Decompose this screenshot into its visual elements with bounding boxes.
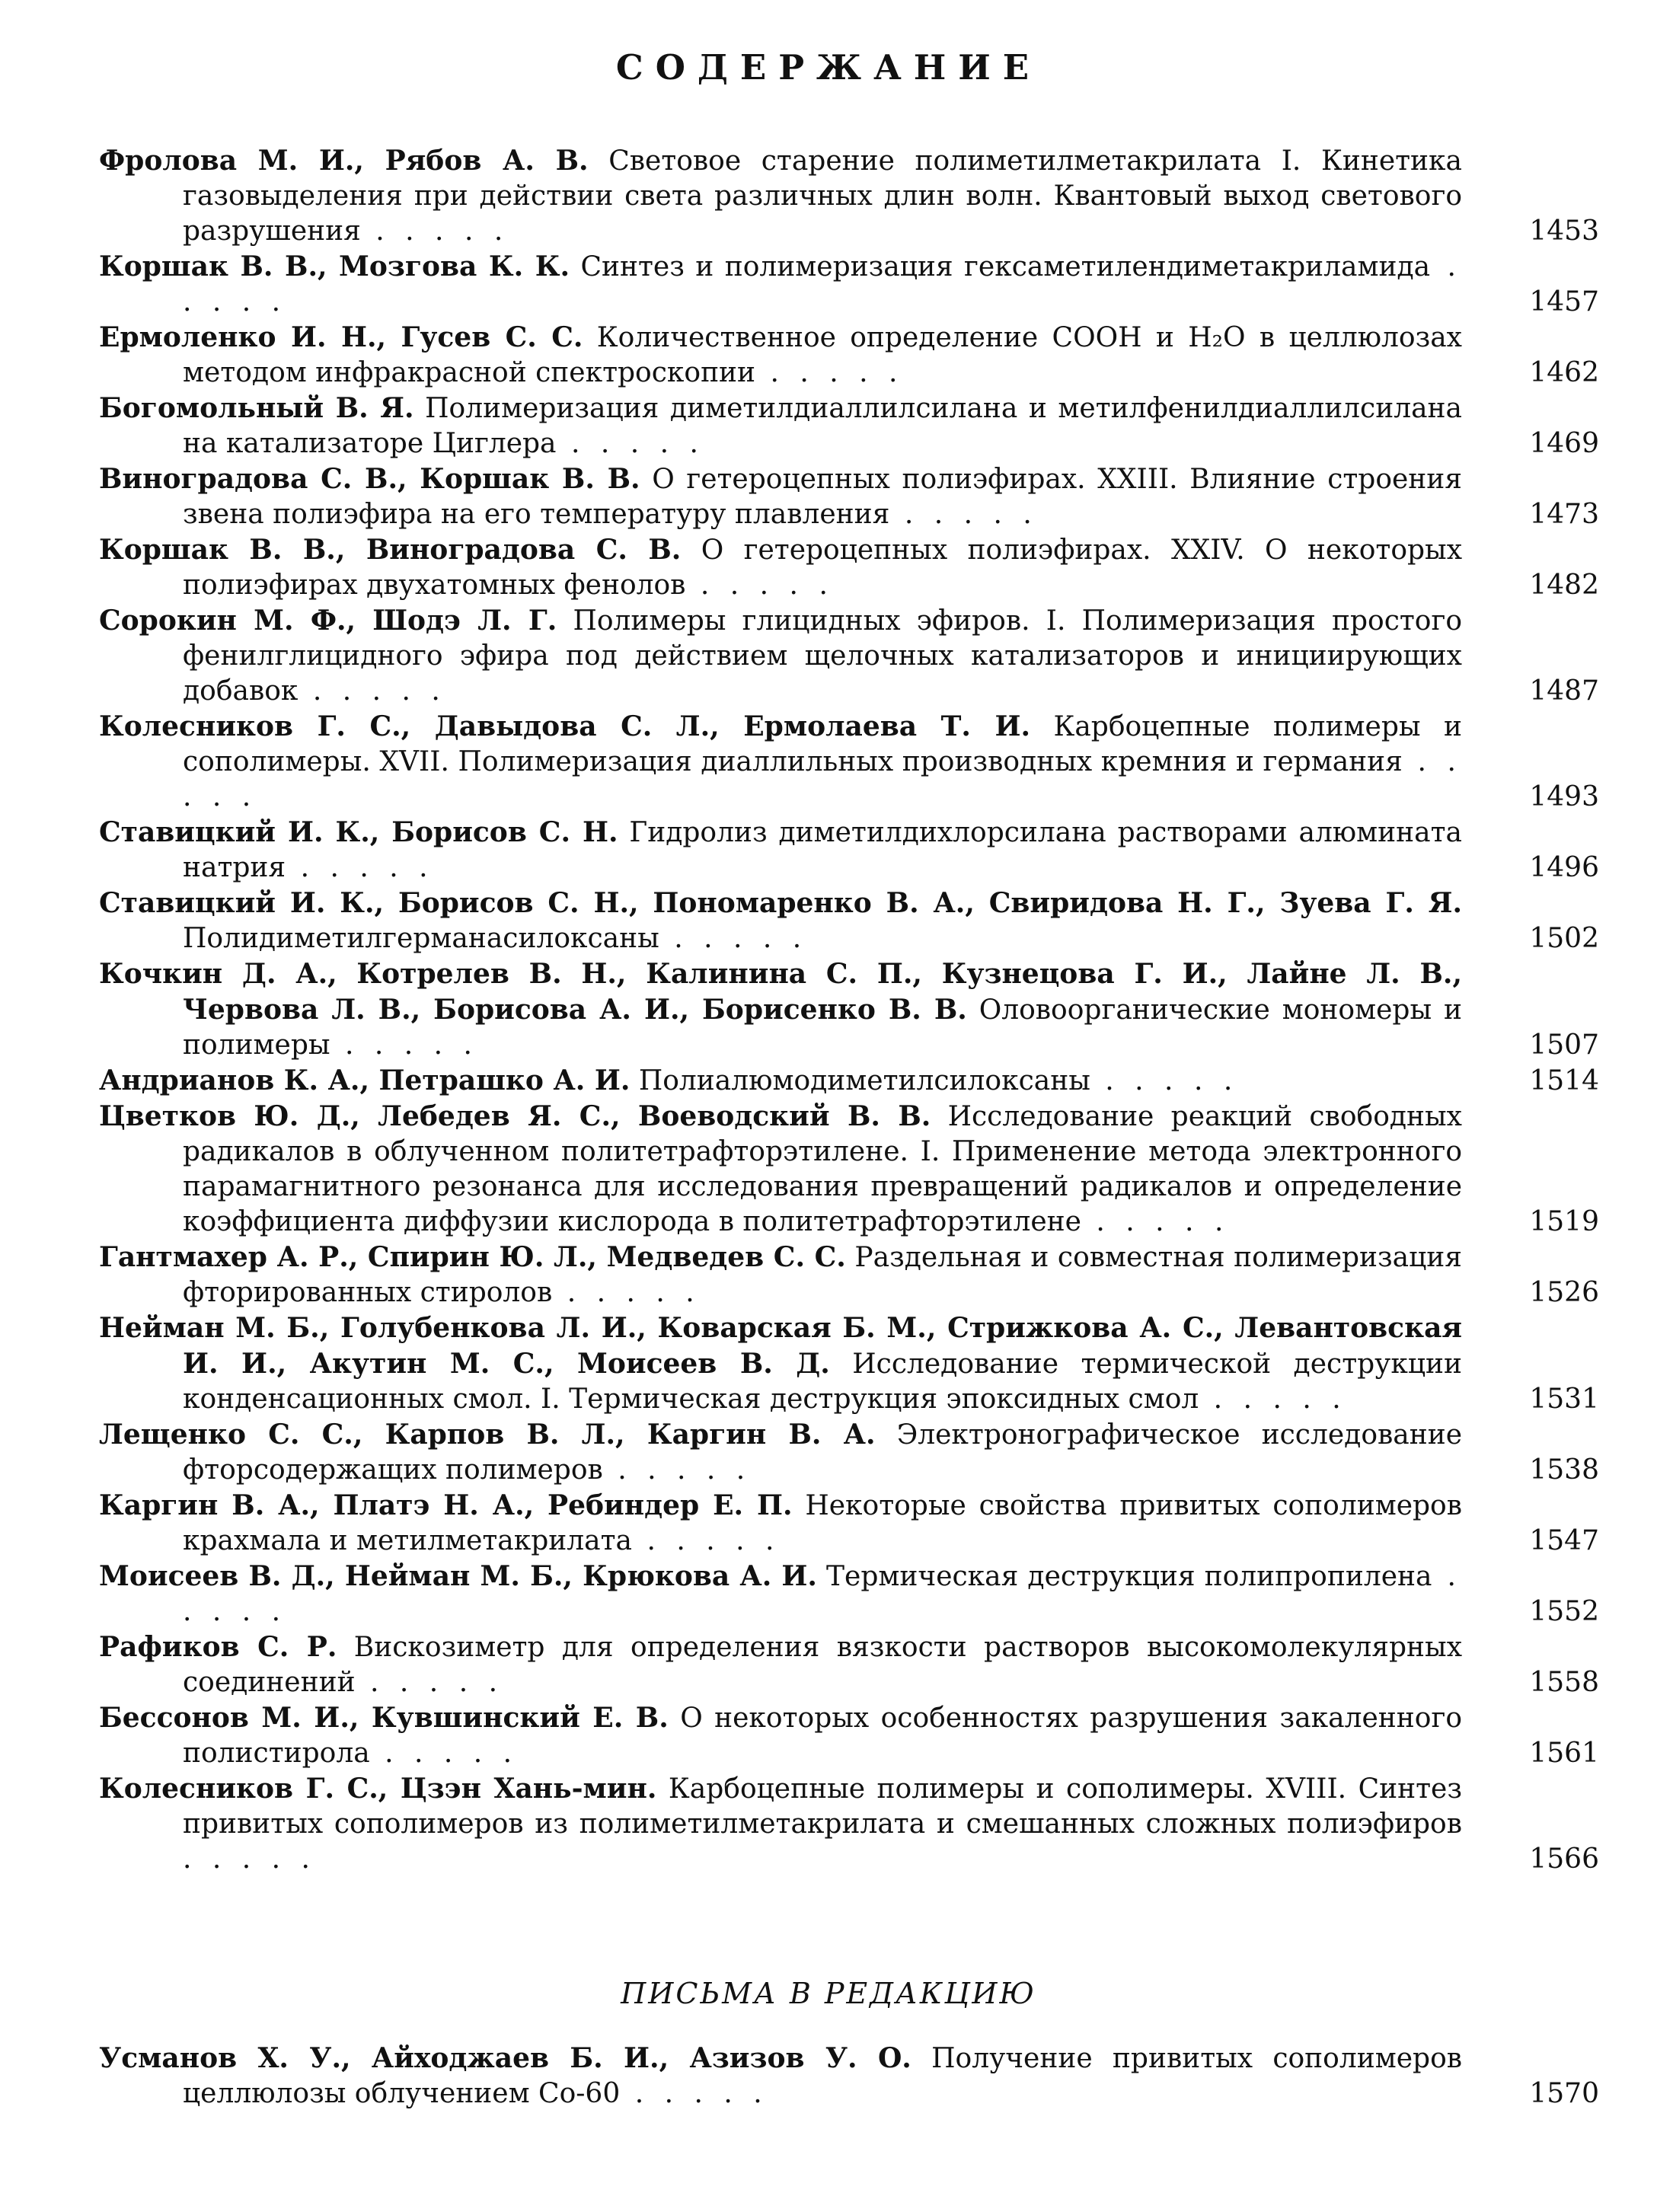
- dot-leader: . . . . .: [369, 1738, 519, 1769]
- entry-authors: Ермоленко И. Н., Гусев С. С.: [99, 321, 583, 353]
- entry-page-number: 1547: [1529, 1525, 1599, 1556]
- entry-page-number: 1487: [1529, 675, 1599, 707]
- contents-entry: [99, 1240, 1599, 1310]
- entry-title: Гидролиз диметилдихлорсилана растворами алюмината натрия: [183, 817, 1462, 883]
- dot-leader: . . . . .: [1199, 1384, 1347, 1415]
- entry-page-number: 1514: [1529, 1065, 1599, 1096]
- entry-authors: Колесников Г. С., Цзэн Хань-мин.: [99, 1773, 657, 1805]
- contents-entry: [99, 391, 1599, 461]
- dot-leader: . . . . .: [556, 428, 704, 459]
- entry-title: Исследование термической деструкции конденсационных смол. I. Термическая деструкция эпоксидных смол: [183, 1349, 1462, 1415]
- contents-entry: [99, 886, 1599, 956]
- entry-page-number: 1519: [1529, 1206, 1599, 1237]
- entry-authors: Лещенко С. С., Карпов В. Л., Каргин В. А.: [99, 1419, 876, 1451]
- entry-authors: Кочкин Д. А., Котрелев В. Н., Калинина С. П., Кузнецова Г. И., Лайне Л. В., Червова Л. В., Борисова А. И., Борисенко В. В.: [99, 958, 1462, 1026]
- entry-title: Получение привитых сополимеров целлюлозы облучением Со-60: [183, 2043, 1463, 2109]
- dot-leader: . . . . .: [1081, 1206, 1230, 1237]
- entry-authors: Фролова М. И., Рябов А. В.: [99, 145, 589, 177]
- entry-title: Полидиметилгерманасилоксаны: [183, 923, 659, 954]
- dot-leader: . . . . .: [360, 215, 509, 247]
- entry-page-number: 1469: [1529, 428, 1599, 459]
- entry-authors: Ставицкий И. К., Борисов С. Н., Пономаренко В. А., Свиридова Н. Г., Зуева Г. Я.: [99, 887, 1462, 919]
- entry-authors: Виноградова С. В., Коршак В. В.: [99, 463, 640, 495]
- entry-title: Электронографическое исследование фторсодержащих полимеров: [183, 1419, 1463, 1486]
- entry-title: Некоторые свойства привитых сополимеров крахмала и метилметакрилата: [183, 1490, 1462, 1556]
- letters-list: [99, 2041, 1599, 2111]
- entry-page-number: 1453: [1529, 215, 1599, 247]
- contents-entry: [99, 2041, 1599, 2111]
- entry-title: Полимеры глицидных эфиров. I. Полимеризация простого фенилглицидного эфира под действием щелочных катализаторов и инициирующих добавок: [183, 605, 1462, 707]
- dot-leader: . . . . .: [330, 1029, 478, 1061]
- entry-page-number: 1473: [1529, 499, 1599, 530]
- entry-page-number: 1457: [1529, 286, 1599, 318]
- entry-page-number: 1496: [1529, 852, 1599, 883]
- entry-title: Полимеризация диметилдиаллилсилана и метилфенилдиаллилсилана на катализаторе Циглера: [183, 393, 1462, 459]
- entry-authors: Колесников Г. С., Давыдова С. Л., Ермолаева Т. И.: [99, 710, 1030, 742]
- contents-entry: [99, 249, 1599, 320]
- dot-leader: . . . . .: [183, 251, 1462, 318]
- dot-leader: . . . . .: [685, 570, 834, 601]
- entry-title: Карбоцепные полимеры и сополимеры. XVIII. Синтез привитых сополимеров из полиметилметакрилата и смешанных сложных полиэфиров: [183, 1773, 1462, 1840]
- entry-title: Синтез и полимеризация гексаметилендиметакриламида: [580, 251, 1431, 282]
- contents-entry: [99, 1700, 1599, 1771]
- entry-authors: Гантмахер А. Р., Спирин Ю. Л., Медведев С. С.: [99, 1241, 846, 1273]
- entry-title: Исследование реакций свободных радикалов в облученном политетрафторэтилене. I. Применение метода электронного парамагнитного резонанса для исследования превращений радикалов и определение коэффициента диффузии кислорода в политетрафторэтилене: [183, 1101, 1462, 1237]
- entry-authors: Ставицкий И. К., Борисов С. Н.: [99, 816, 618, 848]
- entry-page-number: 1561: [1529, 1738, 1599, 1769]
- contents-entry: [99, 532, 1599, 603]
- page-title: СОДЕРЖАНИЕ: [615, 47, 1042, 88]
- dot-leader: . . . . .: [620, 2078, 768, 2109]
- entry-page-number: 1558: [1529, 1667, 1599, 1698]
- contents-entry: [99, 143, 1599, 249]
- entry-authors: Каргин В. А., Платэ Н. А., Ребиндер Е. П.: [99, 1489, 793, 1521]
- dot-leader: . . . . .: [183, 746, 1462, 812]
- entry-page-number: 1502: [1529, 923, 1599, 954]
- contents-entry: [99, 956, 1599, 1063]
- entry-page-number: 1526: [1529, 1277, 1599, 1308]
- contents-entry: [99, 461, 1599, 532]
- contents-entry: [99, 1488, 1599, 1559]
- entry-authors: Андрианов К. А., Петрашко А. И.: [99, 1065, 631, 1096]
- entry-authors: Рафиков С. Р.: [99, 1631, 337, 1663]
- entry-title: Термическая деструкция полипропилена: [826, 1561, 1432, 1592]
- contents-entry: [99, 1417, 1599, 1488]
- contents-entry: [99, 320, 1599, 391]
- dot-leader: . . . . .: [632, 1525, 781, 1556]
- contents-entry: [99, 603, 1599, 709]
- dot-leader: . . . . .: [602, 1454, 752, 1486]
- entry-title: Световое старение полиметилметакрилата I. Кинетика газовыделения при действии света различных длин волн. Квантовый выход светового разрушения: [183, 145, 1463, 247]
- contents-entry: [99, 1099, 1599, 1240]
- entry-page-number: 1462: [1529, 357, 1599, 388]
- contents-entry: [99, 1559, 1599, 1629]
- entry-page-number: 1482: [1529, 570, 1599, 601]
- entry-title: Количественное определение СООН и H₂O в целлюлозах методом инфракрасной спектроскопии: [183, 322, 1462, 388]
- entry-authors: Бессонов М. И., Кувшинский Е. В.: [99, 1702, 669, 1734]
- entry-page-number: 1566: [1529, 1843, 1599, 1875]
- dot-leader: . . . . .: [1090, 1065, 1239, 1096]
- entry-authors: Коршак В. В., Виноградова С. В.: [99, 534, 682, 566]
- contents-entry: [99, 1629, 1599, 1700]
- dot-leader: . . . . .: [659, 923, 808, 954]
- entry-authors: Нейман М. Б., Голубенкова Л. И., Коварская Б. М., Стрижкова А. С., Левантовская И. И., Акутин М. С., Моисеев В. Д.: [99, 1312, 1462, 1380]
- entry-page-number: 1493: [1529, 781, 1599, 812]
- entry-page-number: 1538: [1529, 1454, 1599, 1486]
- contents-list: [99, 143, 1599, 1877]
- dot-leader: . . . . .: [286, 852, 434, 883]
- entry-authors: Коршак В. В., Мозгова К. К.: [99, 251, 570, 282]
- entry-title: Оловоорганические мономеры и полимеры: [183, 994, 1462, 1061]
- dot-leader: . . . . .: [183, 1561, 1462, 1627]
- contents-entry: [99, 1063, 1599, 1099]
- contents-entry: [99, 1771, 1599, 1877]
- entry-title: Полиалюмодиметилсилоксаны: [638, 1065, 1090, 1096]
- entry-authors: Моисеев В. Д., Нейман М. Б., Крюкова А. И.: [99, 1560, 817, 1592]
- entry-page-number: 1552: [1529, 1596, 1599, 1627]
- entry-title: Карбоцепные полимеры и сополимеры. XVII. Полимеризация диаллильных производных кремния и германия: [183, 711, 1462, 777]
- dot-leader: . . . . .: [755, 357, 904, 388]
- dot-leader: . . . . .: [183, 1843, 316, 1875]
- entry-authors: Сорокин М. Ф., Шодэ Л. Г.: [99, 605, 557, 637]
- entry-page-number: 1531: [1529, 1384, 1599, 1415]
- entry-authors: Богомольный В. Я.: [99, 392, 414, 424]
- entry-title: О гетероцепных полиэфирах. XXIII. Влияние строения звена полиэфира на его температуру плавления: [183, 464, 1462, 530]
- entry-authors: Цветков Ю. Д., Лебедев Я. С., Воеводский В. В.: [99, 1100, 931, 1132]
- dot-leader: . . . . .: [298, 675, 446, 707]
- section-heading-letters: ПИСЬМА В РЕДАКЦИЮ: [621, 1977, 1036, 2010]
- dot-leader: . . . . .: [889, 499, 1038, 530]
- entry-authors: Усманов Х. У., Айходжаев Б. И., Азизов У. О.: [99, 2042, 912, 2074]
- dot-leader: . . . . .: [552, 1277, 701, 1308]
- entry-title: О некоторых особенностях разрушения закаленного полистирола: [183, 1703, 1462, 1769]
- entry-title: Вискозиметр для определения вязкости растворов высокомолекулярных соединений: [183, 1632, 1462, 1698]
- entry-title: Раздельная и совместная полимеризация фторированных стиролов: [183, 1242, 1462, 1308]
- entry-title: О гетероцепных полиэфирах. XXIV. О некоторых полиэфирах двухатомных фенолов: [183, 535, 1462, 601]
- contents-entry: [99, 1310, 1599, 1417]
- dot-leader: . . . . .: [355, 1667, 504, 1698]
- entry-page-number: 1507: [1529, 1029, 1599, 1061]
- entry-page-number: 1570: [1529, 2078, 1599, 2109]
- contents-entry: [99, 709, 1599, 815]
- contents-entry: [99, 815, 1599, 886]
